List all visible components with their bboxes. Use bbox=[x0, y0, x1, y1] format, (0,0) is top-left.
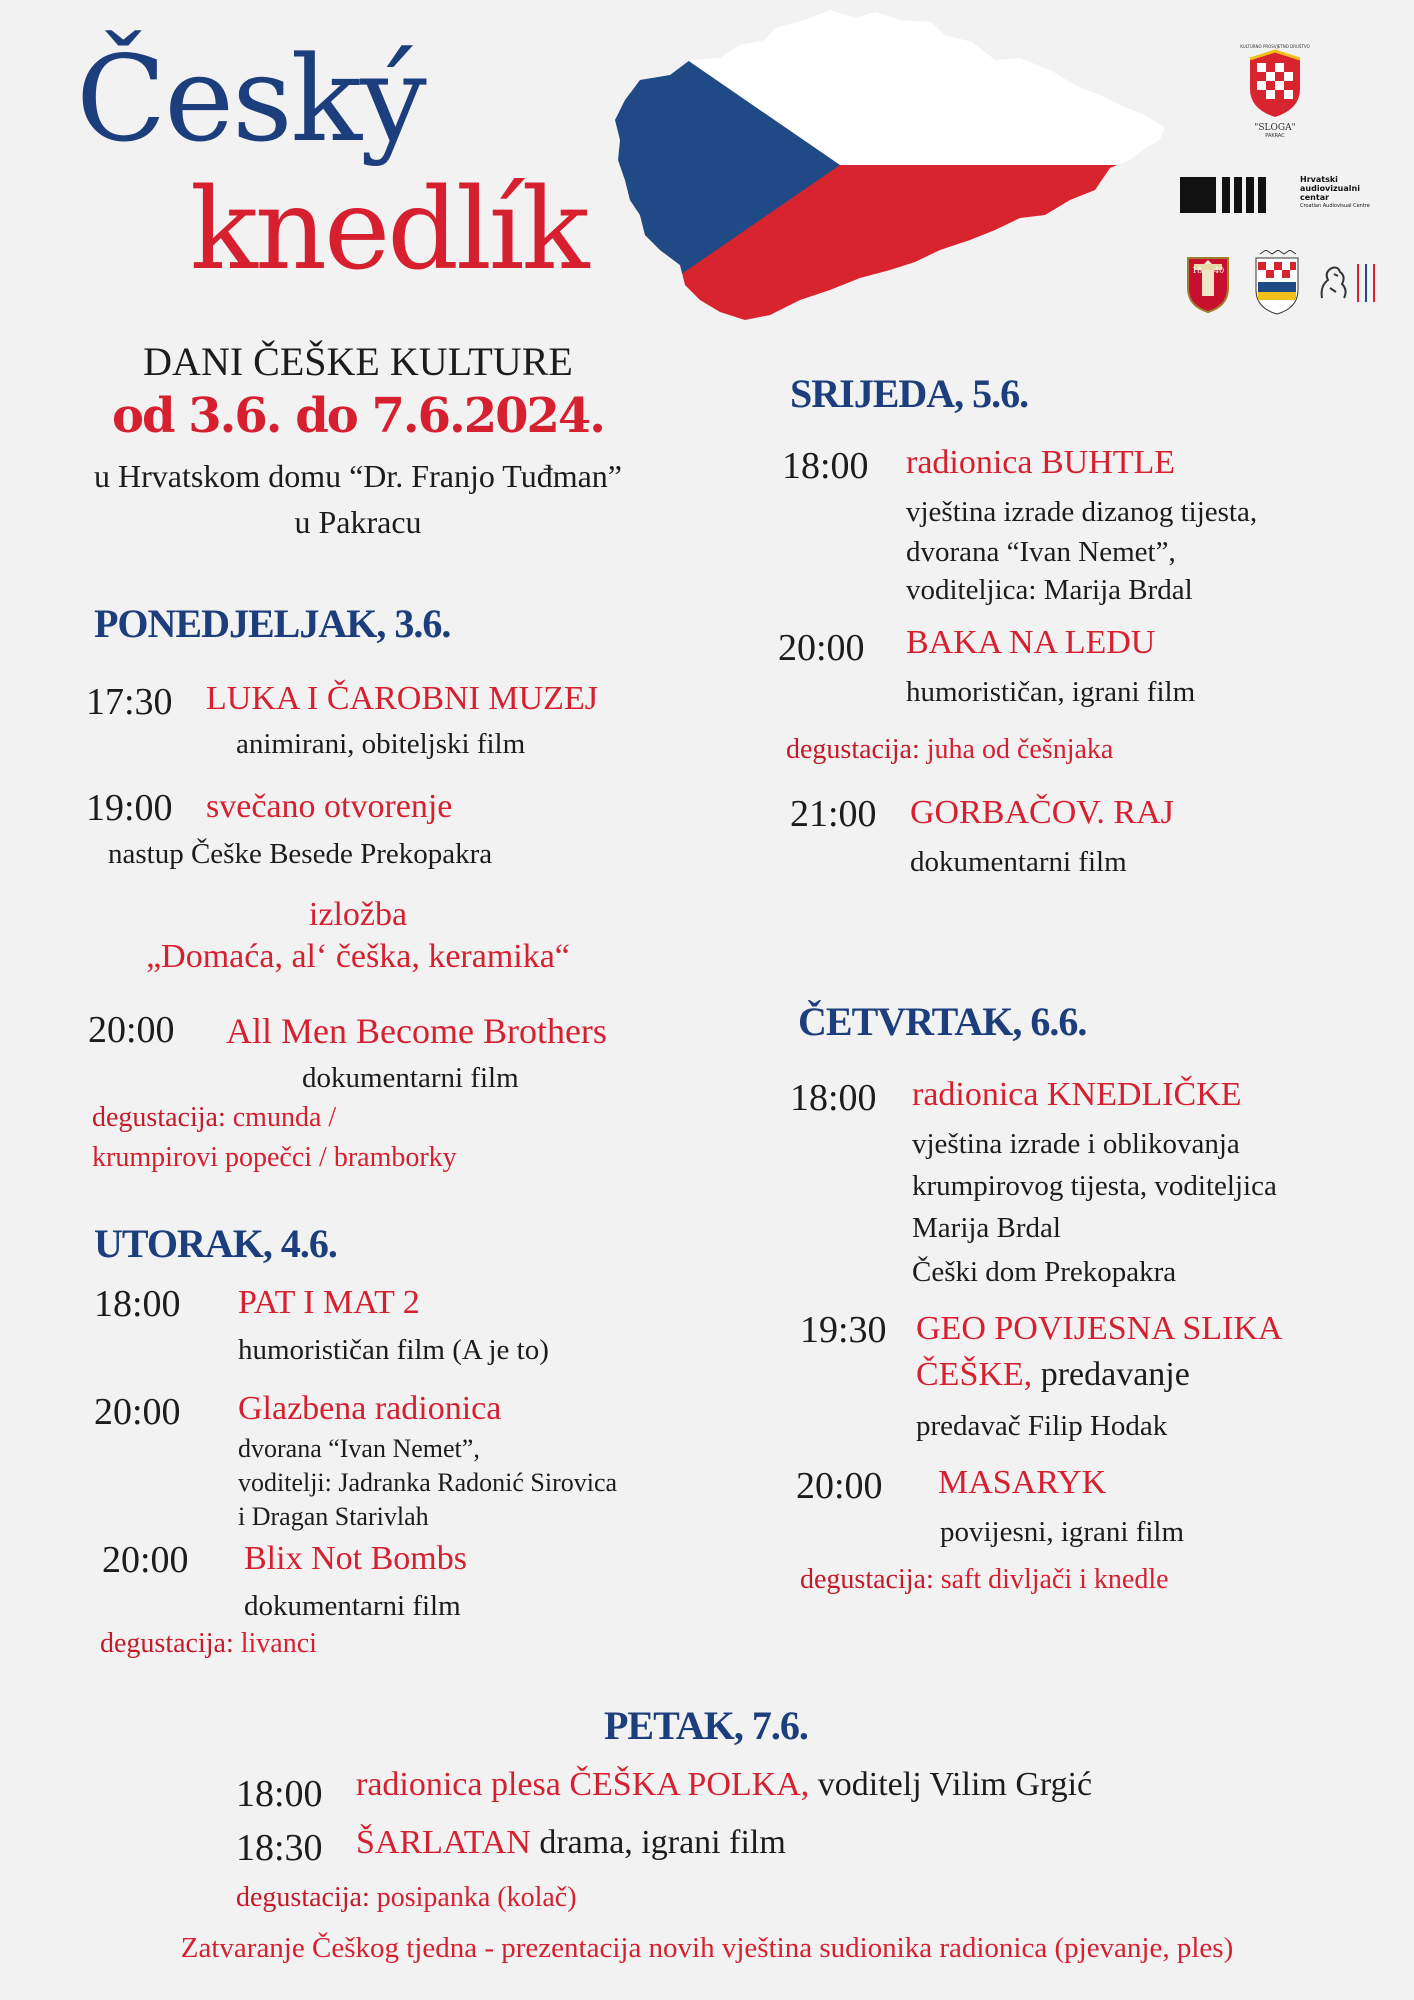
intro-heading: DANI ČEŠKE KULTURE bbox=[143, 339, 573, 384]
wednesday-heading: SRIJEDA, 5.6. bbox=[790, 371, 1029, 416]
thursday-heading: ČETVRTAK, 6.6. bbox=[798, 999, 1087, 1044]
friday-e1-line bbox=[356, 1766, 1092, 1804]
thursday-e2-title-1: GEO POVIJESNA SLIKA bbox=[916, 1310, 1283, 1347]
monday-e3-desc: dokumentarni film bbox=[302, 1062, 519, 1094]
wednesday-e1-desc-1: vještina izrade dizanog tijesta, bbox=[906, 496, 1258, 528]
wednesday-degustation bbox=[786, 734, 1113, 766]
thursday-e1-desc-2: krumpirovog tijesta, voditeljica bbox=[912, 1170, 1277, 1202]
thursday-e2-title-2: ČEŠKE, bbox=[916, 1356, 1033, 1393]
thursday-e3-desc: povijesni, igrani film bbox=[940, 1516, 1185, 1548]
wednesday-e1-desc-2: dvorana “Ivan Nemet”, bbox=[906, 536, 1176, 568]
monday-e2-title: svečano otvorenje bbox=[206, 788, 453, 825]
tuesday-deg-text: livanci bbox=[233, 1628, 317, 1659]
monday-e3-title: All Men Become Brothers bbox=[226, 1011, 607, 1051]
monday-degustation-2: krumpirovi popečci / bramborky bbox=[92, 1142, 457, 1173]
thursday-e1-desc-4: Češki dom Prekopakra bbox=[912, 1256, 1177, 1288]
sloga-logo bbox=[1232, 44, 1318, 148]
tuesday-e2-desc-3: i Dragan Starivlah bbox=[238, 1502, 429, 1531]
wednesday-e2-title: BAKA NA LEDU bbox=[906, 624, 1156, 661]
czech-map-flag bbox=[600, 0, 1170, 330]
tuesday-e3-title: Blix Not Bombs bbox=[244, 1540, 467, 1577]
friday-e2-line bbox=[356, 1824, 786, 1862]
havc-line4: Croatian Audiovisual Centre bbox=[1300, 203, 1370, 209]
monday-e1-desc: animirani, obiteljski film bbox=[236, 728, 526, 760]
havc-bars-icon bbox=[1180, 175, 1272, 215]
tuesday-e2-time: 20:00 bbox=[94, 1391, 181, 1433]
wednesday-deg-text: juha od češnjaka bbox=[919, 734, 1114, 765]
thursday-deg-text: saft divljači i knedle bbox=[933, 1564, 1169, 1595]
friday-heading: PETAK, 7.6. bbox=[604, 1703, 808, 1748]
havc-line1: Hrvatski bbox=[1300, 175, 1338, 184]
thursday-e2-title-2-line bbox=[916, 1356, 1190, 1394]
thursday-e3-time: 20:00 bbox=[796, 1465, 883, 1507]
friday-degustation bbox=[236, 1882, 577, 1914]
thursday-e3-title: MASARYK bbox=[938, 1464, 1107, 1501]
wednesday-e2-time: 20:00 bbox=[778, 627, 865, 669]
friday-e1-time: 18:00 bbox=[236, 1773, 323, 1815]
wednesday-e2-desc: humorističan, igrani film bbox=[906, 676, 1196, 708]
croatia-county-emblem bbox=[1252, 250, 1302, 316]
thursday-deg-label: degustacija: bbox=[800, 1564, 934, 1595]
tuesday-e1-desc: humorističan film (A je to) bbox=[238, 1334, 549, 1366]
tuesday-degustation bbox=[100, 1628, 317, 1660]
monday-exhibit-2: „Domaća, al‘ češka, keramika“ bbox=[146, 938, 570, 975]
friday-e1-title: radionica plesa ČEŠKA POLKA, bbox=[356, 1766, 810, 1803]
thursday-e1-desc-1: vještina izrade i oblikovanja bbox=[912, 1128, 1240, 1160]
thursday-e2-time: 19:30 bbox=[800, 1309, 887, 1351]
tuesday-e2-desc-2: voditelji: Jadranka Radonić Sirovica bbox=[238, 1468, 618, 1497]
friday-closing: Zatvaranje Češkog tjedna - prezentacija novih vještina sudionika radionica (pjevanje, ples) bbox=[180, 1932, 1234, 1964]
monday-degustation-1 bbox=[92, 1102, 336, 1134]
friday-deg-text: posipanka (kolač) bbox=[369, 1882, 577, 1913]
tuesday-e2-title: Glazbena radionica bbox=[238, 1390, 502, 1427]
friday-e2-time: 18:30 bbox=[236, 1827, 323, 1869]
wednesday-deg-label: degustacija: bbox=[786, 734, 920, 765]
title-knedlik: knedlík bbox=[190, 165, 587, 295]
sloga-logo-top: KULTURNO PROSVJETNO DRUŠTVO bbox=[1240, 44, 1310, 49]
tuesday-deg-label: degustacija: bbox=[100, 1628, 234, 1659]
tuesday-e3-desc: dokumentarni film bbox=[244, 1590, 461, 1622]
title-cesky: Český bbox=[76, 30, 425, 168]
intro-venue-1: u Hrvatskom domu “Dr. Franjo Tuđman” bbox=[94, 458, 622, 494]
monday-deg-line1: cmunda / bbox=[225, 1102, 337, 1133]
monday-e1-title: LUKA I ČAROBNI MUZEJ bbox=[206, 680, 598, 717]
friday-deg-label: degustacija: bbox=[236, 1882, 370, 1913]
tuesday-heading: UTORAK, 4.6. bbox=[94, 1221, 337, 1266]
friday-e2-title: ŠARLATAN bbox=[356, 1824, 531, 1861]
pakrac-emblem bbox=[1176, 250, 1240, 314]
monday-exhibit-1: izložba bbox=[308, 896, 408, 933]
monday-e3-time: 20:00 bbox=[88, 1009, 175, 1051]
tuesday-e1-time: 18:00 bbox=[94, 1283, 181, 1325]
wednesday-e1-desc-3: voditeljica: Marija Brdal bbox=[906, 574, 1193, 606]
pakrac-year-right: 40 bbox=[1214, 266, 1225, 275]
pakrac-year-left: 18 bbox=[1192, 266, 1203, 275]
sloga-shield-icon bbox=[1245, 49, 1305, 119]
wednesday-e3-time: 21:00 bbox=[790, 793, 877, 835]
thursday-e2-desc: predavač Filip Hodak bbox=[916, 1410, 1168, 1442]
friday-e2-extra: drama, igrani film bbox=[530, 1824, 786, 1861]
monday-e2-time: 19:00 bbox=[86, 787, 173, 829]
czech-lion-icon bbox=[1314, 258, 1382, 306]
havc-logo bbox=[1180, 175, 1370, 215]
tuesday-e3-time: 20:00 bbox=[102, 1539, 189, 1581]
monday-deg-label: degustacija: bbox=[92, 1102, 226, 1133]
monday-e2-desc: nastup Češke Besede Prekopakra bbox=[108, 838, 493, 870]
wednesday-e3-desc: dokumentarni film bbox=[910, 846, 1127, 878]
monday-heading: PONEDJELJAK, 3.6. bbox=[94, 601, 451, 646]
thursday-e2-title-2b: predavanje bbox=[1032, 1356, 1190, 1393]
sloga-logo-name: "SLOGA" bbox=[1254, 123, 1296, 133]
monday-e1-time: 17:30 bbox=[86, 681, 173, 723]
thursday-e1-time: 18:00 bbox=[790, 1077, 877, 1119]
wednesday-e1-time: 18:00 bbox=[782, 445, 869, 487]
tuesday-e1-title: PAT I MAT 2 bbox=[238, 1284, 420, 1321]
tuesday-e2-desc-1: dvorana “Ivan Nemet”, bbox=[238, 1434, 480, 1463]
havc-line3: centar bbox=[1300, 193, 1330, 202]
intro-dates: od 3.6. do 7.6.2024. bbox=[111, 388, 605, 444]
wednesday-e3-title: GORBAČOV. RAJ bbox=[910, 794, 1174, 831]
havc-line2: audiovizualni bbox=[1300, 184, 1360, 193]
friday-e1-extra: voditelj Vilim Grgić bbox=[809, 1766, 1093, 1803]
wednesday-e1-title: radionica BUHTLE bbox=[906, 444, 1176, 481]
sloga-logo-city: PAKRAC bbox=[1265, 133, 1285, 139]
thursday-e1-desc-3: Marija Brdal bbox=[912, 1212, 1061, 1244]
intro-venue-2: u Pakracu bbox=[294, 504, 422, 540]
thursday-degustation bbox=[800, 1564, 1169, 1596]
thursday-e1-title: radionica KNEDLIČKE bbox=[912, 1076, 1242, 1113]
